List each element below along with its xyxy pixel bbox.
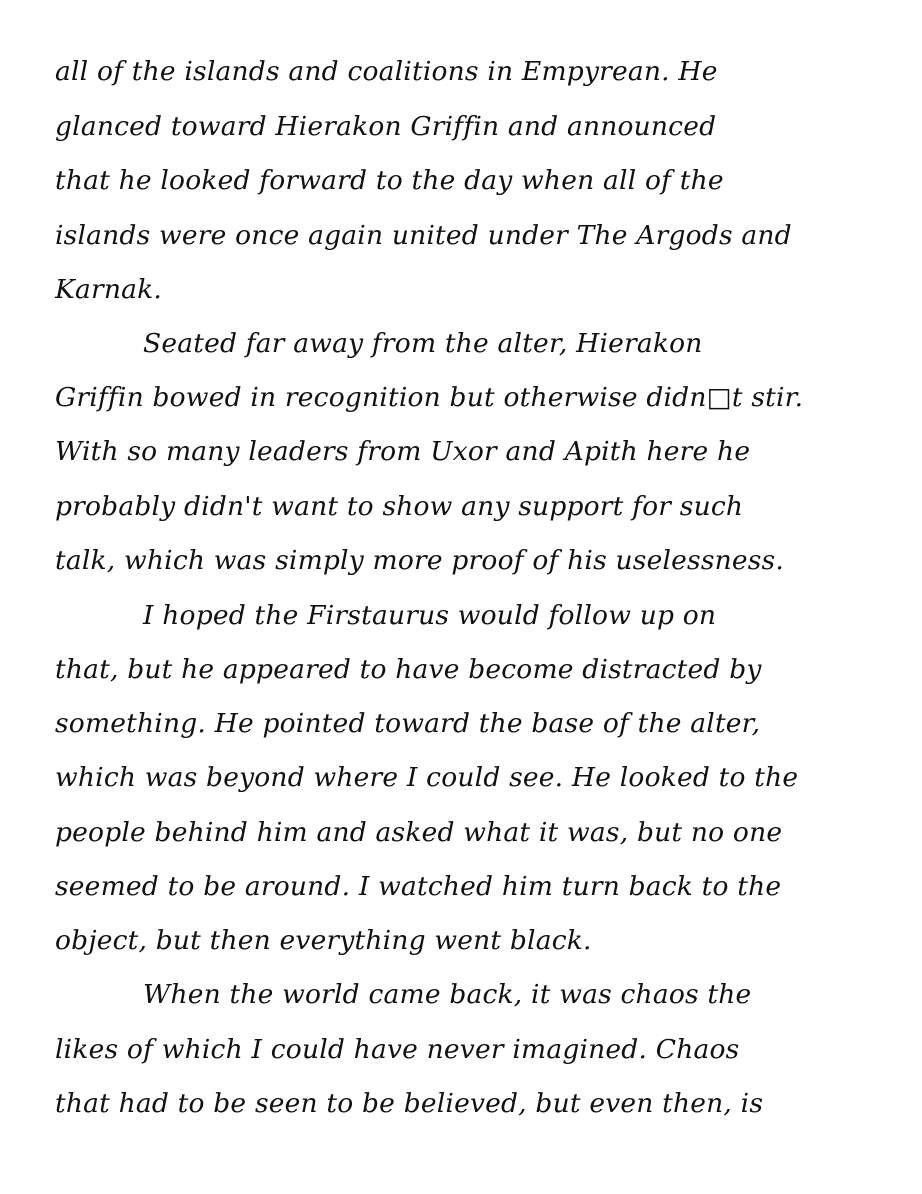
text-line: Griffin bowed in recognition but otherwise didn□t stir. xyxy=(55,382,804,413)
text-line: glanced toward Hierakon Griffin and announced xyxy=(55,111,717,142)
text-line: With so many leaders from Uxor and Apith here he xyxy=(55,436,751,467)
text-line: probably didn't want to show any support for such xyxy=(55,491,744,522)
text-line: that had to be seen to be believed, but even then, is xyxy=(55,1088,764,1119)
paragraph-first-line: I hoped the Firstaurus would follow up on xyxy=(143,600,717,631)
text-line: likes of which I could have never imagined. Chaos xyxy=(55,1034,740,1065)
text-line: that, but he appeared to have become distracted by xyxy=(55,654,762,685)
text-line: islands were once again united under The Argods and xyxy=(55,220,792,251)
text-line: object, but then everything went black. xyxy=(55,925,592,956)
text-line: talk, which was simply more proof of his uselessness. xyxy=(55,545,784,576)
text-line: people behind him and asked what it was, but no one xyxy=(55,817,783,848)
text-line: that he looked forward to the day when all of the xyxy=(55,165,724,196)
text-line: all of the islands and coalitions in Empyrean. He xyxy=(55,56,718,87)
paragraph-first-line: When the world came back, it was chaos the xyxy=(143,979,752,1010)
text-line: something. He pointed toward the base of the alter, xyxy=(55,708,761,739)
text-line: which was beyond where I could see. He looked to the xyxy=(55,762,799,793)
text-line: seemed to be around. I watched him turn back to the xyxy=(55,871,782,902)
paragraph-first-line: Seated far away from the alter, Hierakon xyxy=(143,328,703,359)
text-line: Karnak. xyxy=(55,274,163,305)
